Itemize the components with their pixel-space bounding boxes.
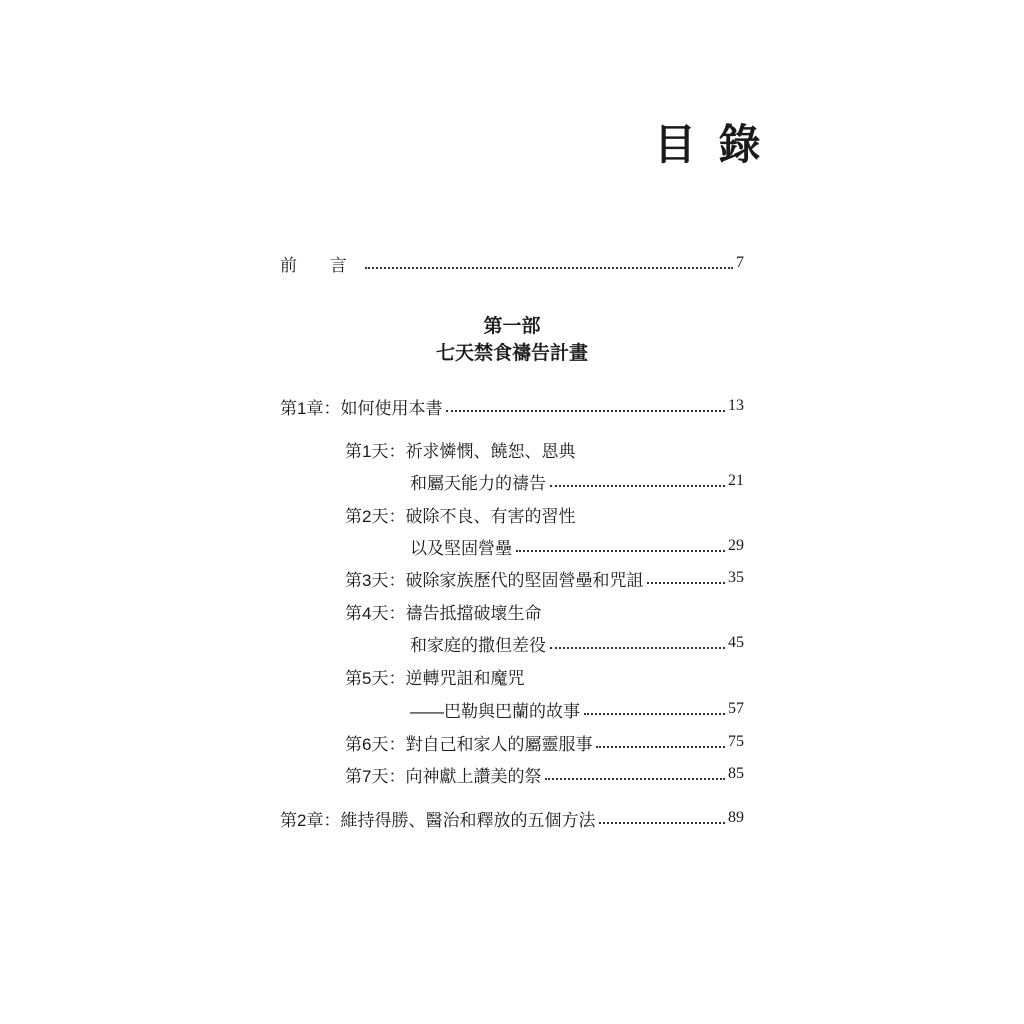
toc-entry-chapter-1[interactable]: [280, 393, 744, 419]
toc-entry-label: 以及堅固營壘: [410, 538, 512, 558]
toc-entry-page: 75: [728, 733, 744, 750]
toc-entry-label: 第3天：破除家族歷代的堅固營壘和咒詛: [345, 570, 644, 590]
part-title: 七天禁食禱告計畫: [435, 343, 588, 364]
toc-entry-day-1-line2[interactable]: [410, 468, 744, 494]
toc-entry-preface[interactable]: [280, 250, 744, 276]
toc-entry-day-4-line1[interactable]: [345, 598, 541, 624]
page-title: 目 錄: [654, 123, 767, 169]
toc-entry-day-3[interactable]: [345, 565, 744, 591]
toc-entry-page: 57: [728, 700, 744, 717]
toc-entry-day-2-line2[interactable]: [410, 533, 744, 559]
dot-leader: [446, 410, 725, 412]
dot-leader: [550, 485, 725, 487]
toc-entry-label: 前 言: [280, 255, 361, 275]
part-label: 第一部: [483, 316, 541, 337]
toc-entry-label: 第2章：維持得勝、醫治和釋放的五個方法: [280, 810, 596, 830]
dot-leader: [647, 582, 725, 584]
toc-entry-page: 29: [728, 537, 744, 554]
toc-entry-page: 7: [736, 254, 744, 271]
dot-leader: [596, 746, 725, 748]
toc-entry-label: 第1天：祈求憐憫、饒恕、恩典: [345, 441, 576, 461]
toc-entry-label: 第7天：向神獻上讚美的祭: [345, 766, 542, 786]
toc-entry-day-6[interactable]: [345, 729, 744, 755]
toc-entry-day-2-line1[interactable]: [345, 501, 575, 527]
toc-entry-label: 第4天：禱告抵擋破壞生命: [345, 603, 542, 623]
dot-leader: [599, 822, 725, 824]
toc-entry-label: 和家庭的撒但差役: [410, 635, 546, 655]
toc-entry-day-5-line2[interactable]: [410, 696, 744, 722]
toc-entry-page: 85: [728, 765, 744, 782]
toc-entry-page: 45: [728, 634, 744, 651]
toc-entry-label: 第5天：逆轉咒詛和魔咒: [345, 668, 525, 688]
toc-entry-label: 和屬天能力的禱告: [410, 473, 546, 493]
dot-leader: [516, 550, 725, 552]
toc-entry-day-1-line1[interactable]: [345, 436, 575, 462]
toc-entry-page: 89: [728, 809, 744, 826]
toc-entry-day-5-line1[interactable]: [345, 663, 524, 689]
toc-entry-page: 13: [728, 397, 744, 414]
toc-entry-label: 第2天：破除不良、有害的習性: [345, 506, 576, 526]
toc-entry-page: 21: [728, 472, 744, 489]
toc-entry-page: 35: [728, 569, 744, 586]
dot-leader: [584, 713, 725, 715]
toc-entry-day-7[interactable]: [345, 761, 744, 787]
dot-leader: [365, 267, 733, 269]
toc-entry-chapter-2[interactable]: [280, 805, 744, 831]
toc-entry-label: ——巴勒與巴蘭的故事: [410, 701, 580, 721]
toc-entry-label: 第1章：如何使用本書: [280, 398, 443, 418]
toc-entry-day-4-line2[interactable]: [410, 630, 744, 656]
dot-leader: [550, 647, 725, 649]
dot-leader: [545, 778, 725, 780]
toc-entry-label: 第6天：對自己和家人的屬靈服事: [345, 734, 593, 754]
